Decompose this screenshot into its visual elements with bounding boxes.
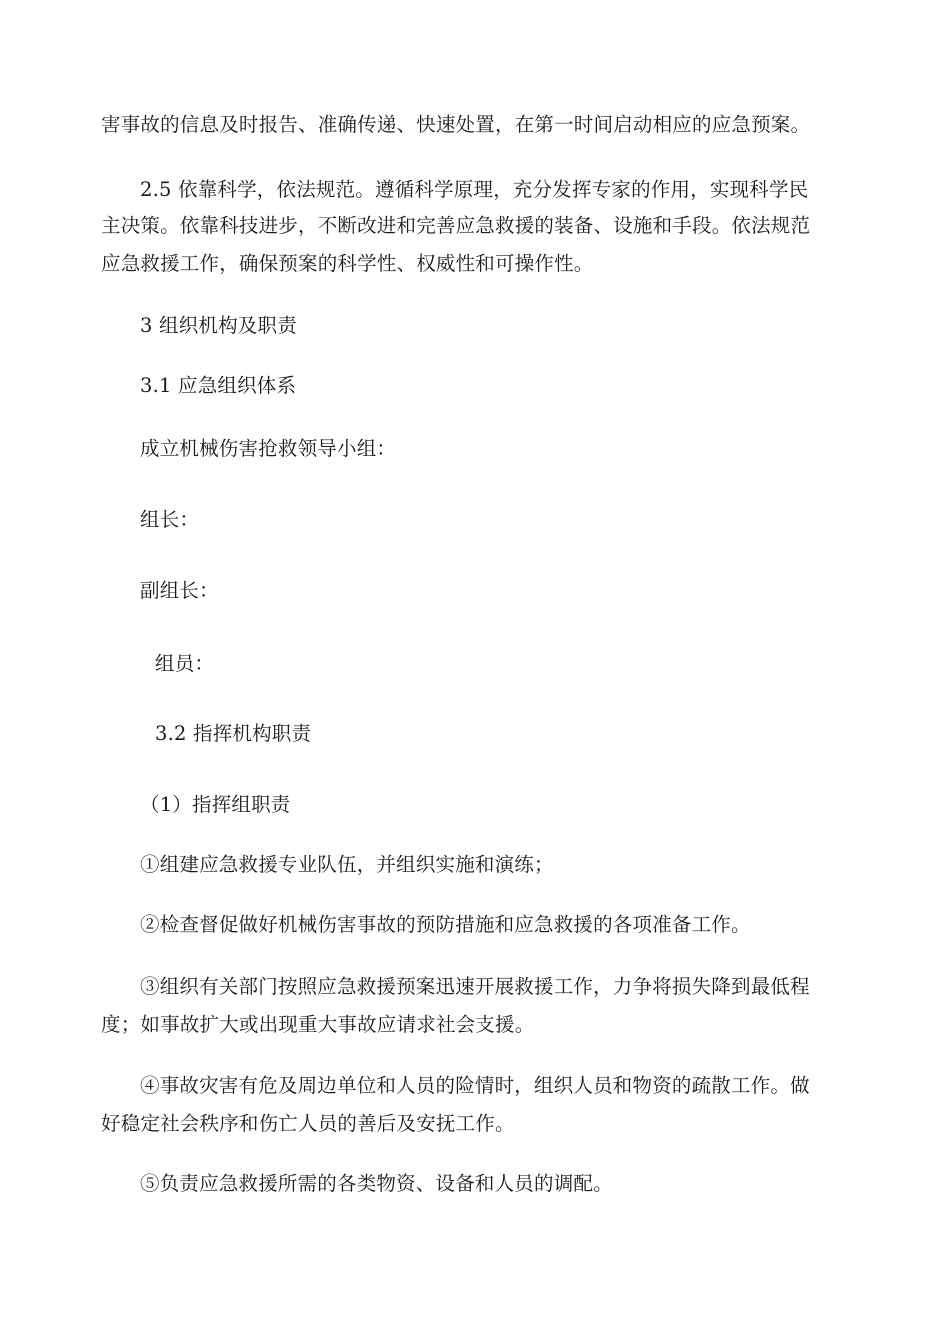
subsection-heading: 3.2 指挥机构职责 xyxy=(155,722,312,745)
list-heading: （1）指挥组职责 xyxy=(140,793,291,816)
paragraph-line: 2.5 依靠科学，依法规范。遵循科学原理，充分发挥专家的作用，实现科学民 xyxy=(140,178,809,201)
role-label: 组长： xyxy=(140,508,200,531)
list-item: ①组建应急救援专业队伍，并组织实施和演练； xyxy=(140,853,554,876)
paragraph-line: 成立机械伤害抢救领导小组： xyxy=(140,437,397,460)
list-item-continuation: 好稳定社会秩序和伤亡人员的善后及安抚工作。 xyxy=(101,1112,515,1135)
list-item: ②检查督促做好机械伤害事故的预防措施和应急救援的各项准备工作。 xyxy=(140,913,751,936)
role-label: 组员： xyxy=(155,652,215,675)
subsection-heading: 3.1 应急组织体系 xyxy=(140,374,297,397)
list-item: ④事故灾害有危及周边单位和人员的险情时，组织人员和物资的疏散工作。做 xyxy=(140,1074,810,1097)
paragraph-line: 害事故的信息及时报告、准确传递、快速处置，在第一时间启动相应的应急预案。 xyxy=(101,113,811,136)
list-item-continuation: 度；如事故扩大或出现重大事故应请求社会支援。 xyxy=(101,1013,535,1036)
section-heading: 3 组织机构及职责 xyxy=(140,314,297,337)
paragraph-line: 主决策。依靠科技进步，不断改进和完善应急救援的装备、设施和手段。依法规范 xyxy=(101,214,811,237)
paragraph-line: 应急救援工作，确保预案的科学性、权威性和可操作性。 xyxy=(101,252,594,275)
list-item: ③组织有关部门按照应急救援预案迅速开展救援工作，力争将损失降到最低程 xyxy=(140,975,810,998)
role-label: 副组长： xyxy=(140,579,219,602)
list-item: ⑤负责应急救援所需的各类物资、设备和人员的调配。 xyxy=(140,1172,613,1195)
